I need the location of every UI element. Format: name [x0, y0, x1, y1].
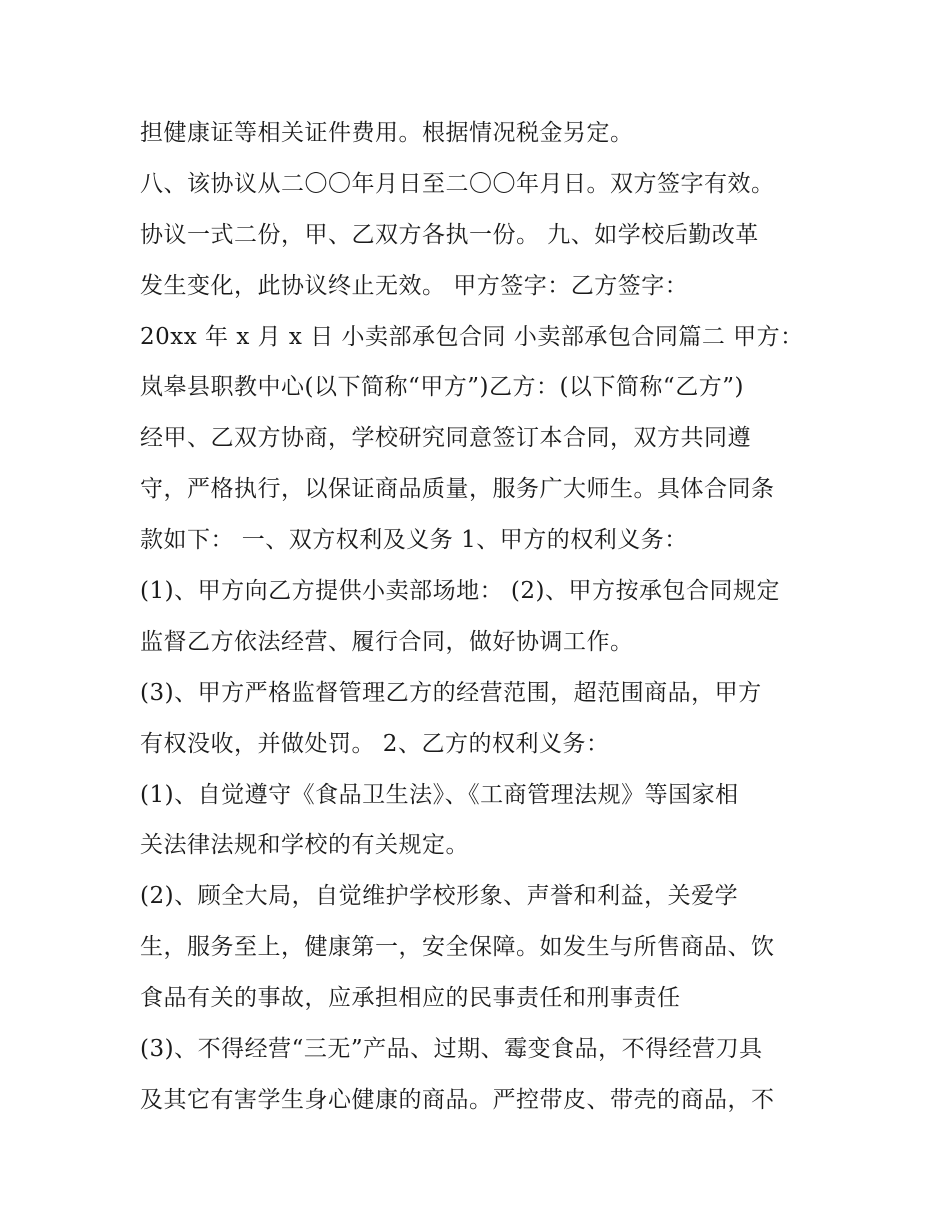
text-line: 发生变化，此协议终止无效。 甲方签字：乙方签字：	[140, 272, 689, 299]
text-line: 食品有关的事故，应承担相应的民事责任和刑事责任	[140, 985, 681, 1012]
text-line: 担健康证等相关证件费用。根据情况税金另定。	[140, 120, 634, 146]
text-line: 岚皋县职教中心(以下简称“甲方”)乙方：(以下简称“乙方”)	[140, 374, 744, 401]
text-line: 及其它有害学生身心健康的商品。严控带皮、带壳的商品，不	[140, 1086, 775, 1113]
text-line: 生，服务至上，健康第一，安全保障。如发生与所售商品、饮	[140, 934, 775, 961]
text-line: (1)、甲方向乙方提供小卖部场地： (2)、甲方按承包合同规定	[140, 578, 780, 605]
text-line: 八、该协议从二〇〇年月日至二〇〇年月日。双方签字有效。	[140, 170, 775, 197]
text-line: 款如下： 一、双方权利及义务 1、甲方的权利义务：	[140, 527, 688, 554]
text-line: 有权没收，并做处罚。 2、乙方的权利义务：	[140, 730, 610, 757]
text-line: 守，严格执行，以保证商品质量，服务广大师生。具体合同条	[140, 476, 775, 503]
text-line: 20xx 年 x 月 x 日 小卖部承包合同 小卖部承包合同篇二 甲方：	[140, 323, 804, 350]
text-line: (2)、顾全大局，自觉维护学校形象、声誉和利益，关爱学	[140, 883, 739, 910]
text-line: (3)、不得经营“三无”产品、过期、霉变食品，不得经营刀具	[140, 1036, 763, 1063]
text-line: 监督乙方依法经营、履行合同，做好协调工作。	[140, 628, 634, 655]
text-line: (3)、甲方严格监督管理乙方的经营范围，超范围商品，甲方	[140, 679, 762, 706]
text-line: 协议一式二份，甲、乙双方各执一份。 九、如学校后勤改革	[140, 221, 759, 248]
text-line: 经甲、乙双方协商，学校研究同意签订本合同，双方共同遵	[140, 425, 751, 452]
text-line: 关法律法规和学校的有关规定。	[140, 832, 469, 859]
document-body	[140, 108, 830, 1126]
text-line: (1)、自觉遵守《食品卫生法》、《工商管理法规》等国家相	[140, 781, 739, 808]
